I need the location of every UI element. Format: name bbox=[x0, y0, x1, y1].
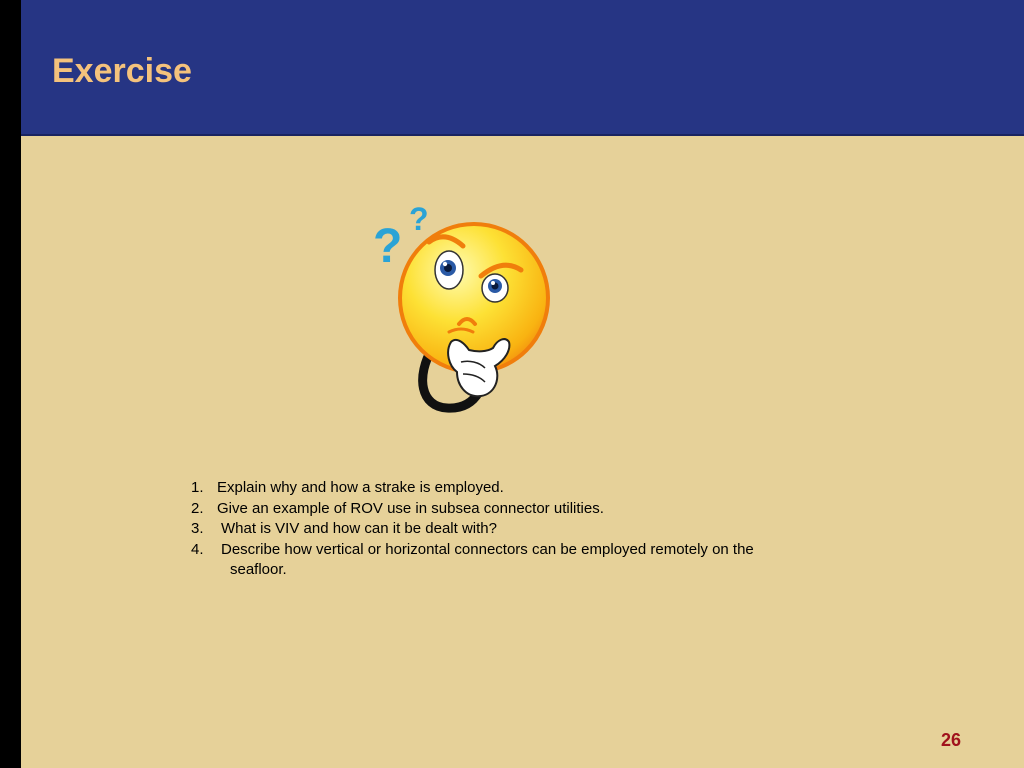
page-number: 26 bbox=[940, 730, 961, 750]
question-item bbox=[191, 478, 861, 499]
question-item bbox=[191, 499, 861, 520]
question-number: 1. bbox=[191, 479, 204, 496]
slide-title: Exercise bbox=[52, 52, 192, 90]
question-text-continuation: seafloor. bbox=[230, 561, 287, 578]
question-number: 2. bbox=[191, 499, 204, 517]
question-number: 4. bbox=[191, 540, 204, 558]
slide-content bbox=[21, 136, 1024, 768]
slide-header bbox=[21, 0, 1024, 136]
question-text: Explain why and how a strake is employed. bbox=[217, 479, 504, 496]
question-text: Describe how vertical or horizontal connectors can be employed remotely on the bbox=[221, 540, 754, 558]
question-text: Give an example of ROV use in subsea connector utilities. bbox=[217, 499, 604, 517]
question-mark-large: ? bbox=[373, 220, 403, 273]
question-text: What is VIV and how can it be dealt with? bbox=[221, 520, 497, 537]
question-list bbox=[191, 478, 861, 581]
question-item bbox=[191, 540, 861, 581]
question-mark-small: ? bbox=[409, 202, 429, 237]
question-item bbox=[191, 519, 861, 540]
thinking-face-icon bbox=[365, 202, 565, 422]
slide-left-border bbox=[0, 0, 21, 768]
question-number: 3. bbox=[191, 520, 204, 537]
